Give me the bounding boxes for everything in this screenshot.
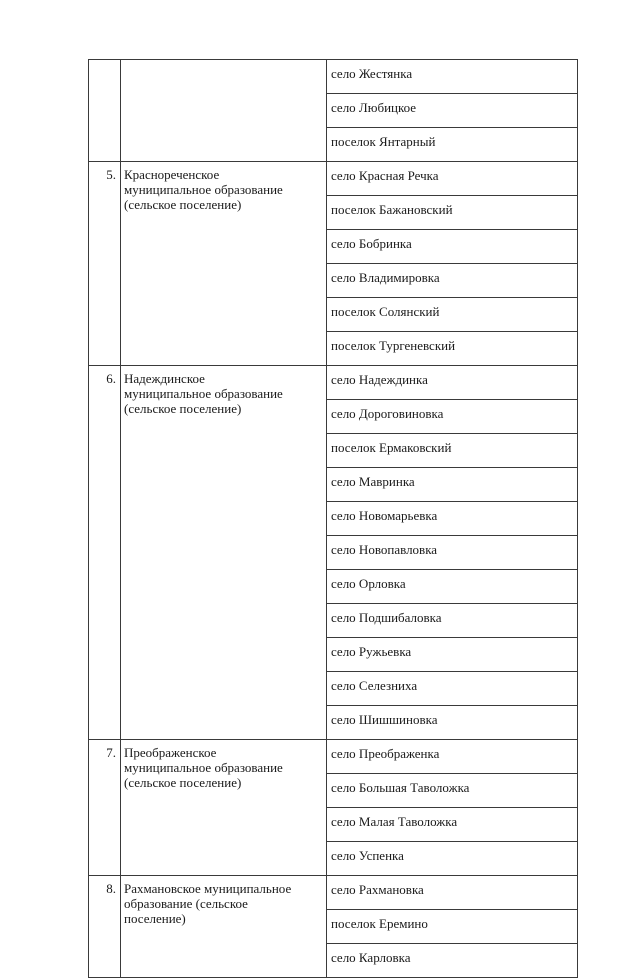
settlement-cell: село Успенка bbox=[327, 842, 578, 876]
settlement-cell: село Селезниха bbox=[327, 672, 578, 706]
row-number-cell bbox=[89, 60, 121, 162]
settlement-cell: поселок Бажановский bbox=[327, 196, 578, 230]
settlement-cell: село Владимировка bbox=[327, 264, 578, 298]
municipality-name-line: поселение) bbox=[124, 911, 186, 926]
municipality-name-line: образование (сельское bbox=[124, 896, 248, 911]
settlement-cell: поселок Тургеневский bbox=[327, 332, 578, 366]
settlements-table-body bbox=[89, 60, 578, 978]
row-number-cell: 6. bbox=[89, 366, 121, 740]
municipality-name-line: муниципальное образование bbox=[124, 386, 283, 401]
municipality-name-line: Рахмановское муниципальное bbox=[124, 881, 292, 896]
settlement-cell: село Шишшиновка bbox=[327, 706, 578, 740]
settlement-cell: село Бобринка bbox=[327, 230, 578, 264]
municipality-name-cell bbox=[121, 366, 327, 740]
settlement-cell: село Новомарьевка bbox=[327, 502, 578, 536]
settlement-cell: село Карловка bbox=[327, 944, 578, 978]
municipality-name-line: Краснореченское bbox=[124, 167, 220, 182]
settlement-cell: село Дороговиновка bbox=[327, 400, 578, 434]
settlement-cell: поселок Еремино bbox=[327, 910, 578, 944]
municipality-name-line: Надеждинское bbox=[124, 371, 205, 386]
settlement-cell: село Малая Таволожка bbox=[327, 808, 578, 842]
settlement-cell: село Преображенка bbox=[327, 740, 578, 774]
municipality-name-line: (сельское поселение) bbox=[124, 197, 242, 212]
settlement-cell: село Ружьевка bbox=[327, 638, 578, 672]
settlement-cell: село Любицкое bbox=[327, 94, 578, 128]
municipality-name-line: муниципальное образование bbox=[124, 760, 283, 775]
table-row bbox=[89, 60, 578, 94]
municipality-cell bbox=[121, 60, 327, 162]
table-row bbox=[89, 162, 578, 196]
settlement-cell: село Надеждинка bbox=[327, 366, 578, 400]
settlement-cell: поселок Солянский bbox=[327, 298, 578, 332]
municipality-name-line: (сельское поселение) bbox=[124, 401, 242, 416]
settlement-cell: село Большая Таволожка bbox=[327, 774, 578, 808]
municipality-name-cell bbox=[121, 876, 327, 978]
settlement-cell: село Красная Речка bbox=[327, 162, 578, 196]
settlement-cell: село Рахмановка bbox=[327, 876, 578, 910]
row-number-cell: 8. bbox=[89, 876, 121, 978]
table-row bbox=[89, 366, 578, 400]
settlement-cell: поселок Янтарный bbox=[327, 128, 578, 162]
settlement-cell: село Новопавловка bbox=[327, 536, 578, 570]
settlement-cell: поселок Ермаковский bbox=[327, 434, 578, 468]
municipality-name-line: (сельское поселение) bbox=[124, 775, 242, 790]
table-row bbox=[89, 876, 578, 910]
municipality-name-cell bbox=[121, 162, 327, 366]
settlement-cell: село Подшибаловка bbox=[327, 604, 578, 638]
row-number-cell: 5. bbox=[89, 162, 121, 366]
municipality-name-line: муниципальное образование bbox=[124, 182, 283, 197]
settlement-cell: село Мавринка bbox=[327, 468, 578, 502]
municipality-name-line: Преображенское bbox=[124, 745, 217, 760]
row-number-cell: 7. bbox=[89, 740, 121, 876]
settlement-cell: село Орловка bbox=[327, 570, 578, 604]
settlement-cell: село Жестянка bbox=[327, 60, 578, 94]
table-row bbox=[89, 740, 578, 774]
settlements-table bbox=[88, 59, 578, 978]
municipality-name-cell bbox=[121, 740, 327, 876]
